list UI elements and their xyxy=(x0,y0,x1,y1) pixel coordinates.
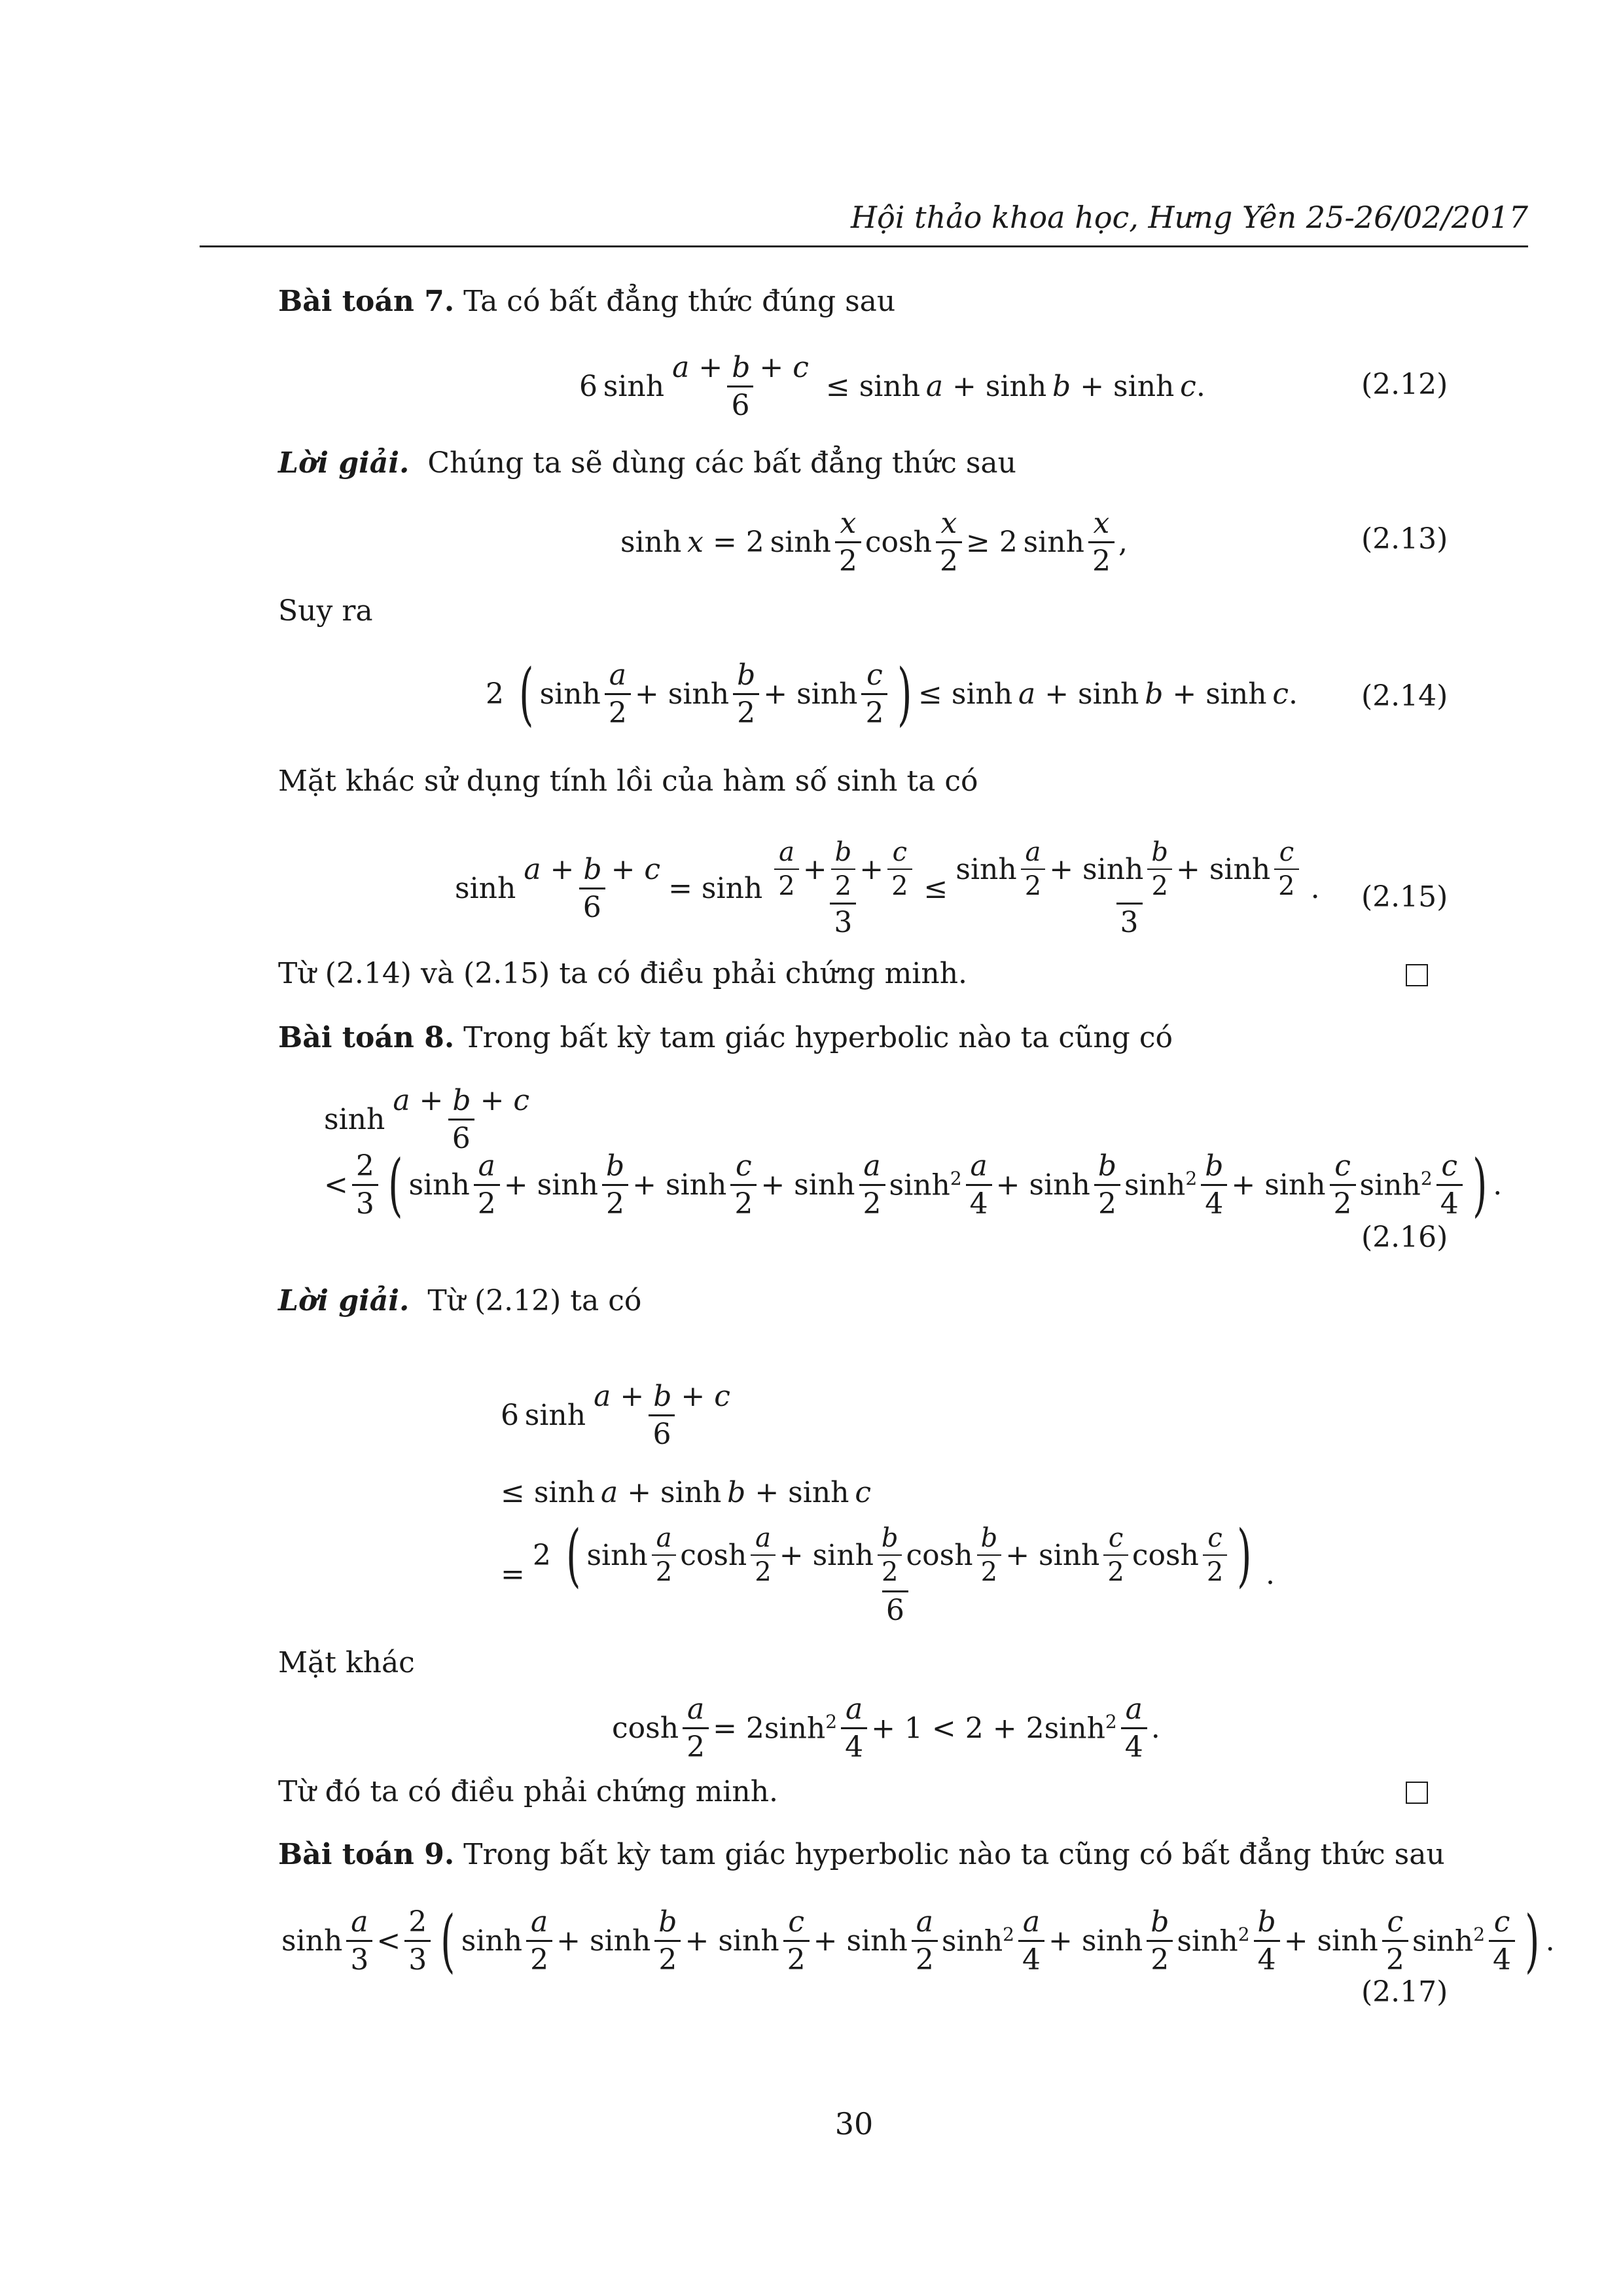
solution-8-mat-khac: Mặt khác xyxy=(278,1646,415,1679)
equation-2-12: 6 sinh $\frac{a + b + c}{6}$ ≤ sinh a + sinh b + sinh c. xyxy=(579,350,1205,422)
problem-8-statement xyxy=(278,1021,1173,1056)
equation-2-16-line1: sinh $\frac{a + b + c}{6}$ xyxy=(324,1083,530,1155)
qed-square xyxy=(1406,964,1428,986)
problem-9-label: Bài toán 9. xyxy=(278,1838,455,1871)
page-number: 30 xyxy=(834,2106,874,2142)
equation-2-14: 2 ( sinh $\frac{a}{2}$ + sinh $\frac{b}{2}$ + sinh $\frac{c}{2}$ ) ≤ sinh a + sinh b + sinh c. xyxy=(486,654,1298,734)
solution-8-intro xyxy=(278,1284,641,1319)
problem-8-label: Bài toán 8. xyxy=(278,1021,455,1054)
cosh-inequality: cosh $\frac{a}{2}$ = $2\sinh^2$ $\frac{a}{4}$ + $1 < 2 + 2\sinh^2$ $\frac{a}{4}$ . xyxy=(612,1692,1160,1764)
header-title: Hội thảo khoa học, Hưng Yên 25-26/02/2017 xyxy=(850,200,1528,235)
problem-7-statement xyxy=(278,285,895,319)
qed-square xyxy=(1406,1782,1428,1804)
problem-8-text: Trong bất kỳ tam giác hyperbolic nào ta cũng có xyxy=(463,1021,1173,1054)
equation-number-2-16: (2.16) xyxy=(1361,1221,1448,1254)
equation-number-2-12: (2.12) xyxy=(1361,368,1448,401)
derivation-line2: ≤ sinh a + sinh b + sinh c xyxy=(501,1476,871,1509)
problem-9-statement xyxy=(278,1838,1445,1873)
equation-number-2-13: (2.13) xyxy=(1361,522,1448,556)
equation-number-2-15: (2.15) xyxy=(1361,880,1448,914)
suy-ra-text: Suy ra xyxy=(278,594,373,628)
equation-number-2-14: (2.14) xyxy=(1361,679,1448,713)
solution-8-text: Từ (2.12) ta có xyxy=(427,1284,642,1318)
problem-7-text: Ta có bất đẳng thức đúng sau xyxy=(463,285,896,318)
derivation-line1: 6 sinh $\frac{a + b + c}{6}$ xyxy=(501,1379,730,1451)
solution-7-label: Lời giải. xyxy=(278,446,410,480)
solution-8-label: Lời giải. xyxy=(278,1284,410,1318)
mat-khac-convexity-text: Mặt khác sử dụng tính lồi của hàm số sinh ta có xyxy=(278,764,978,798)
solution-7-intro xyxy=(278,446,1016,481)
problem-9-text: Trong bất kỳ tam giác hyperbolic nào ta cũng có bất đẳng thức sau xyxy=(463,1838,1445,1871)
equation-2-13: sinh x = 2 sinh $\frac{x}{2}$ cosh $\frac{x}{2}$ ≥ 2 sinh $\frac{x}{2}$ , xyxy=(620,506,1128,578)
solution-7-conclusion: Từ (2.14) và (2.15) ta có điều phải chứng minh. xyxy=(278,957,968,990)
equation-number-2-17: (2.17) xyxy=(1361,1975,1448,2009)
derivation-line3: = 2 ( sinh $\frac{a}{2}$ cosh $\frac{a}{2}$ + sinh $\frac{b}{2}$ cosh $\frac{b}{2}$ + sinh $\frac{c}{2}$ cosh $\frac{c}{2}$ ) 6 . xyxy=(501,1515,1275,1627)
solution-7-text: Chúng ta sẽ dùng các bất đẳng thức sau xyxy=(427,446,1016,480)
equation-2-16-line2: < $\frac{2}{3}$ ( sinh $\frac{a}{2}$ + sinh $\frac{b}{2}$ + sinh $\frac{c}{2}$ + sinh $\frac{a}{2}$ $\sinh^2$ $\frac{a}{4}$ + sinh $\frac{b}{2}$ $\sinh^2$ $\frac{b}{4}$ + sinh $\frac{c}{2}$ $\sinh^2$ $\frac{c}{4}$ ) . xyxy=(324,1145,1503,1225)
equation-2-15: sinh $\frac{a + b + c}{6}$ = sinh $\frac{a}{2}$ + $\frac{b}{2}$ + $\frac{c}{2}$ 3 ≤ sinh $\frac{a}{2}$ + sinh $\frac{b}{2}$ + sinh $\frac{c}{2}$ 3 . xyxy=(455,837,1320,939)
running-header xyxy=(200,200,1528,247)
problem-7-label: Bài toán 7. xyxy=(278,285,455,318)
solution-8-conclusion: Từ đó ta có điều phải chứng minh. xyxy=(278,1775,779,1808)
equation-2-17: sinh $\frac{a}{3}$ < $\frac{2}{3}$ ( sinh $\frac{a}{2}$ + sinh $\frac{b}{2}$ + sinh $\frac{c}{2}$ + sinh $\frac{a}{2}$ $\sinh^2$ $\frac{a}{4}$ + sinh $\frac{b}{2}$ $\sinh^2$ $\frac{b}{4}$ + sinh $\frac{c}{2}$ $\sinh^2$ $\frac{c}{4}$ ) . xyxy=(281,1901,1555,1981)
